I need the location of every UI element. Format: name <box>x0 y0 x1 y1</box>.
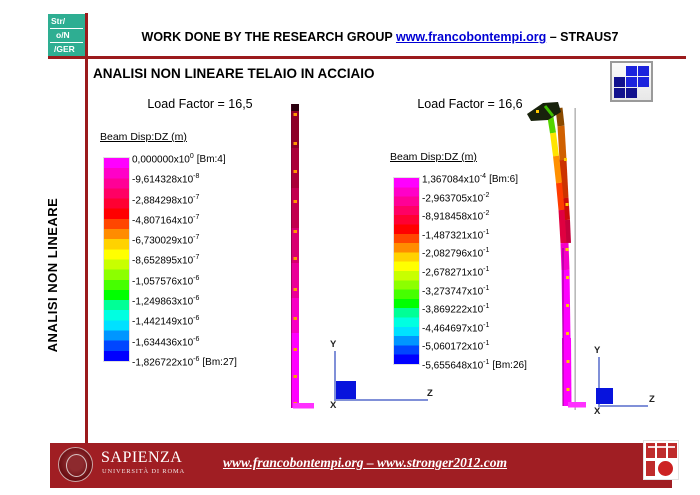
load-factor-right: Load Factor = 16,6 <box>417 97 523 111</box>
legend-entry: $-5,060172x10^{-1}$ <box>422 340 490 353</box>
slide-title: ANALISI NON LINEARE TELAIO IN ACCIAIO <box>93 66 375 81</box>
legend-entry: $-4,464697x10^{-1}$ <box>422 321 490 335</box>
side-vertical-label: ANALISI NON LINEARE <box>45 197 60 353</box>
axis-label-y: Y <box>330 339 337 350</box>
legend-entries-right <box>422 168 527 373</box>
legend-entry: $1,367084x10^{-4}$ [Bm:6] <box>422 173 518 186</box>
axis-line-z <box>598 405 648 407</box>
legend-entry: $-1,057576x10^{-6}$ <box>132 274 200 288</box>
legend-colorbar-right <box>393 177 420 365</box>
header-title-suffix: – STRAUS7 <box>549 30 619 44</box>
legend-entry: $-1,249863x10^{-6}$ <box>132 295 200 308</box>
sapienza-wordmark: SAPIENZA <box>101 449 183 466</box>
footer-links[interactable]: www.francobontempi.org – www.stronger2012.com <box>222 455 508 470</box>
header-title <box>100 30 660 44</box>
axis-triad-left <box>330 339 440 411</box>
legend-entry: $-5,655648x10^{-1}$ [Bm:26] <box>422 358 527 372</box>
legend-entry: $-2,963705x10^{-2}$ <box>422 191 490 204</box>
legend-entry: $-2,082796x10^{-1}$ <box>422 247 490 260</box>
legend-entry: $-1,487321x10^{-1}$ <box>422 228 490 242</box>
horizontal-divider <box>48 56 686 59</box>
axis-label-x: X <box>594 406 601 417</box>
legend-entries-left <box>132 147 237 370</box>
grid-pattern-icon[interactable] <box>610 61 653 102</box>
axis-triad-right <box>593 345 700 417</box>
legend-entry: $-9,614328x10^{-8}$ <box>132 173 200 186</box>
header-link[interactable]: www.francobontempi.org <box>395 30 547 44</box>
legend-entry: $-8,652895x10^{-7}$ <box>132 254 200 267</box>
legend-entry: $0,000000x10^0$ [Bm:4] <box>132 153 226 166</box>
legend-entry: $-3,273747x10^{-1}$ <box>422 284 490 297</box>
legend-entry: $-2,884298x10^{-7}$ <box>132 193 200 206</box>
logo-line: /GER <box>54 44 75 54</box>
axis-label-z: Z <box>649 394 655 405</box>
logo-line: o/N <box>50 29 83 43</box>
axis-label-y: Y <box>594 345 601 356</box>
load-factor-left: Load Factor = 16,5 <box>147 97 253 111</box>
legend-entry: $-6,730029x10^{-7}$ <box>132 234 200 247</box>
axis-origin-marker <box>596 388 613 404</box>
legend-entry: $-1,826722x10^{-6}$ [Bm:27] <box>132 355 237 369</box>
axis-origin-marker <box>336 381 356 399</box>
beam-visualization-right <box>515 98 600 418</box>
beam-visualization-left <box>282 98 332 418</box>
legend-entry: $-2,678271x10^{-1}$ <box>422 265 490 279</box>
legend-entry: $-8,918458x10^{-2}$ <box>422 210 490 223</box>
legend-entry: $-1,634436x10^{-6}$ <box>132 335 200 348</box>
stronger-group-logo <box>48 14 85 57</box>
legend-entry: $-1,442149x10^{-6}$ <box>132 315 200 328</box>
legend-title-right: Beam Disp:DZ (m) <box>390 151 477 163</box>
axis-label-x: X <box>330 400 337 411</box>
fbo-stamp-logo <box>643 440 679 480</box>
sapienza-subtitle: UNIVERSITÀ DI ROMA <box>102 468 186 475</box>
header-title-text: WORK DONE BY THE RESEARCH GROUP <box>141 30 393 44</box>
legend-colorbar-left <box>103 157 130 362</box>
axis-label-z: Z <box>427 388 433 399</box>
vertical-divider <box>85 13 88 445</box>
logo-line: Str/ <box>50 15 83 29</box>
legend-title-left: Beam Disp:DZ (m) <box>100 131 187 143</box>
legend-entry: $-4,807164x10^{-7}$ <box>132 213 200 227</box>
legend-entry: $-3,869222x10^{-1}$ <box>422 303 490 316</box>
sapienza-emblem-icon <box>58 447 93 482</box>
axis-line-z <box>334 399 428 401</box>
